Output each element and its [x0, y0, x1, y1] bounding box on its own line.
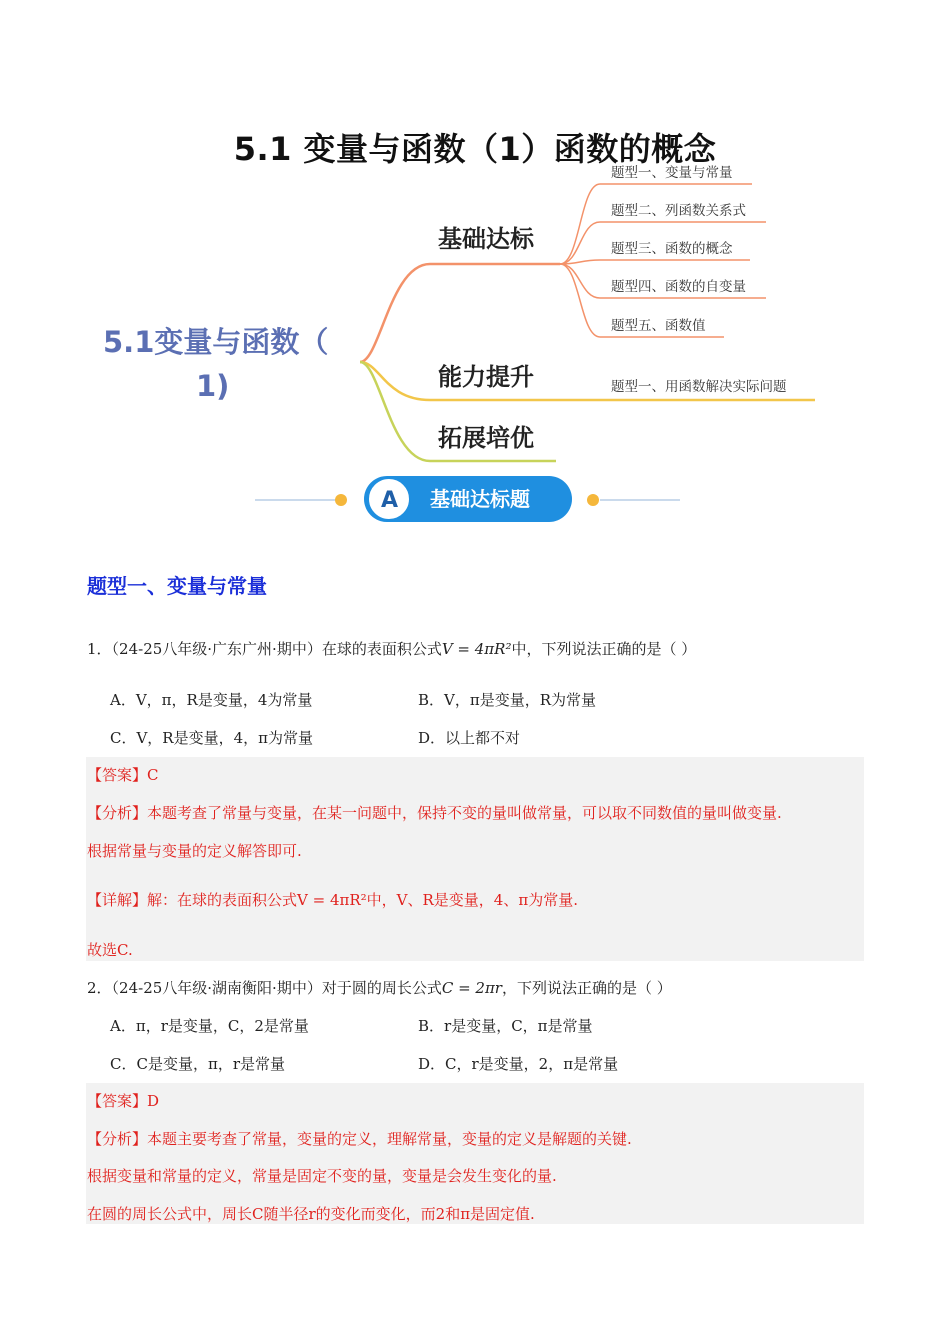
q1-analysis-2: 根据常量与变量的定义解答即可.	[87, 842, 302, 860]
leaf-ability-1: 题型一、用函数解决实际问题	[611, 379, 787, 395]
q1-stem-prefix: 1．（24-25八年级·广东广州·期中）在球的表面积公式	[87, 640, 442, 658]
q1-option-b: B．V，π是变量，R为常量	[418, 691, 597, 709]
mindmap-root-line-2: 1)	[196, 369, 230, 403]
q1-formula: V = 4πR²	[441, 640, 512, 658]
leaf-basic-5: 题型五、函数值	[611, 318, 706, 334]
q1-analysis-1	[87, 803, 782, 823]
q2-analysis-2: 根据变量和常量的定义，常量是固定不变的量，变量是会发生变化的量.	[87, 1167, 557, 1185]
q2-option-a: A．π，r是变量，C，2是常量	[110, 1017, 309, 1035]
q1-option-a: A．V，π，R是变量，4为常量	[110, 691, 313, 709]
q1-answer	[87, 765, 159, 785]
q1-stem	[87, 639, 696, 659]
q2-option-d: D．C，r是变量，2，π是常量	[418, 1055, 619, 1073]
banner-dot-left	[335, 494, 347, 506]
branch-basic: 基础达标	[438, 225, 534, 253]
q2-stem-suffix: ，下列说法正确的是（ ）	[501, 979, 672, 997]
q2-stem-prefix: 2．（24-25八年级·湖南衡阳·期中）对于圆的周长公式	[87, 979, 442, 997]
q2-answer	[87, 1091, 159, 1111]
branch-extend: 拓展培优	[438, 424, 534, 452]
mindmap-root-line-1: 5.1变量与函数（	[103, 325, 329, 359]
banner-label: 基础达标题	[430, 487, 530, 511]
q2-analysis-1	[87, 1129, 632, 1149]
connector-basic	[360, 264, 560, 362]
banner-dot-right	[587, 494, 599, 506]
mind-map	[0, 0, 950, 560]
leaf-basic-1: 题型一、变量与常量	[611, 165, 733, 181]
leaf-basic-3: 题型三、函数的概念	[611, 241, 733, 257]
q2-answer-value: D	[147, 1092, 160, 1110]
q1-answer-tag: 【答案】	[87, 766, 148, 784]
q2-analysis-tag: 【分析】	[87, 1130, 148, 1148]
q2-analysis-text-1: 本题主要考查了常量，变量的定义，理解常量，变量的定义是解题的关键.	[147, 1130, 632, 1148]
q1-option-c: C．V，R是变量，4，π为常量	[110, 729, 314, 747]
banner-letter: A	[381, 488, 399, 513]
q2-formula: C = 2πr	[441, 979, 502, 997]
q2-answer-box	[86, 1083, 864, 1224]
q1-stem-suffix: 中，下列说法正确的是（ ）	[511, 640, 697, 658]
q1-detail	[87, 890, 578, 910]
q1-option-d: D．以上都不对	[418, 729, 521, 747]
q2-stem	[87, 978, 672, 998]
q1-conclusion: 故选C.	[87, 941, 133, 959]
leaf-basic-2: 题型二、列函数关系式	[611, 203, 746, 219]
leaf-basic-4: 题型四、函数的自变量	[611, 279, 746, 295]
q1-answer-value: C	[147, 766, 159, 784]
q2-option-b: B．r是变量，C，π是常量	[418, 1017, 593, 1035]
section-heading: 题型一、变量与常量	[87, 574, 267, 598]
q1-detail-text: 解：在球的表面积公式V = 4πR²中，V、R是变量，4、π为常量.	[147, 891, 578, 909]
branch-ability: 能力提升	[438, 363, 534, 391]
q1-detail-tag: 【详解】	[87, 891, 148, 909]
page-title: 5.1 变量与函数（1）函数的概念	[233, 130, 717, 168]
q2-option-c: C．C是变量，π，r是常量	[110, 1055, 285, 1073]
q1-analysis-tag: 【分析】	[87, 804, 148, 822]
q2-analysis-3: 在圆的周长公式中，周长C随半径r的变化而变化，而2和π是固定值.	[87, 1205, 535, 1223]
q2-answer-tag: 【答案】	[87, 1092, 148, 1110]
q1-analysis-text-1: 本题考查了常量与变量，在某一问题中，保持不变的量叫做常量，可以取不同数值的量叫做变量.	[147, 804, 782, 822]
